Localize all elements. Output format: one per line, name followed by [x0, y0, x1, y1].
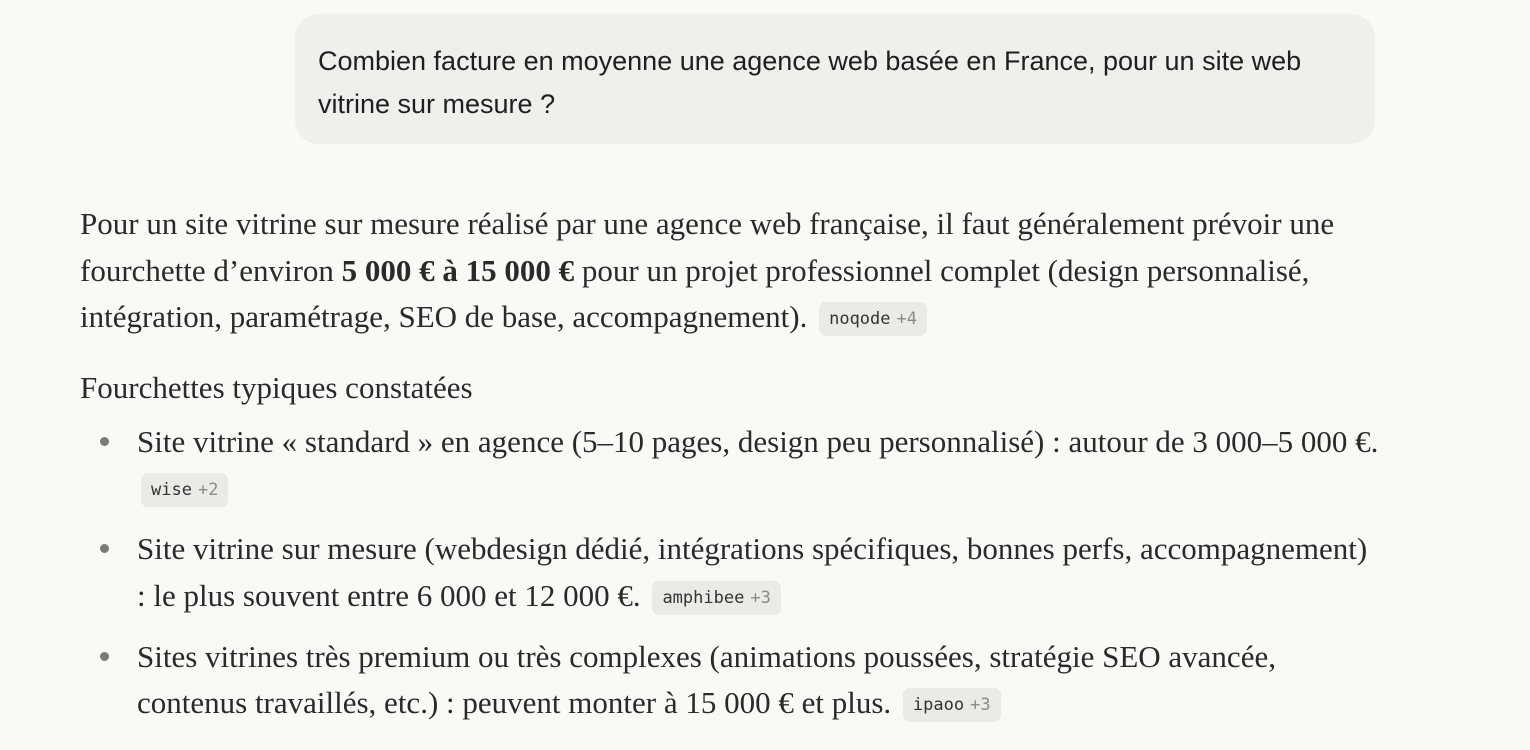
bullet-icon: [100, 544, 109, 553]
intro-text-before: Pour un site vitrine sur mesure réalisé par une agence web française, il faut généralement prévoir une fourchette d’environ: [80, 206, 1335, 288]
list-item: [80, 526, 1380, 619]
source-chip-noqode[interactable]: [819, 302, 927, 336]
answer-intro-paragraph: [80, 201, 1380, 341]
price-range-list: [80, 419, 1380, 727]
list-item-text: Site vitrine sur mesure (webdesign dédié, intégrations spécifiques, bonnes perfs, accompagnement) : le plus souvent entre 6 000 et 12 000 €.: [137, 531, 1368, 613]
source-chip-amphibee[interactable]: [652, 581, 780, 615]
assistant-answer: [80, 201, 1380, 741]
section-heading: Fourchettes typiques constatées: [80, 369, 473, 405]
source-chip-count: +2: [197, 480, 219, 500]
source-chip-wise[interactable]: [141, 473, 228, 507]
list-item-text: Sites vitrines très premium ou très complexes (animations poussées, stratégie SEO avancée, contenus travaillés, etc.) : peuvent monter à 15 000 € et plus.: [137, 638, 1276, 720]
source-chip-name: noqode: [829, 309, 891, 329]
intro-price-range: 5 000 € à 15 000 €: [341, 252, 575, 288]
intro-text-after: pour un projet professionnel complet (design personnalisé, intégration, paramétrage, SEO de base, accompagnement).: [80, 252, 1310, 334]
list-item-text: Site vitrine « standard » en agence (5–10 pages, design peu personnalisé) : autour de 3 000–5 000 €.: [137, 423, 1379, 459]
user-message-text: Combien facture en moyenne une agence web basée en France, pour un site web vitrine sur mesure ?: [318, 46, 1302, 119]
source-chip-name: wise: [151, 480, 192, 500]
list-item: [80, 634, 1380, 727]
source-chip-name: amphibee: [662, 587, 745, 608]
source-chip-name: ipaoo: [912, 695, 965, 715]
list-item: [80, 419, 1380, 512]
bullet-icon: [100, 437, 109, 446]
source-chip-count: +3: [970, 695, 991, 715]
bullet-icon: [100, 652, 109, 661]
user-message-bubble: [295, 14, 1375, 144]
source-chip-ipaoo[interactable]: [903, 688, 1001, 722]
source-chip-count: +4: [896, 309, 917, 329]
source-chip-count: +3: [750, 587, 771, 608]
